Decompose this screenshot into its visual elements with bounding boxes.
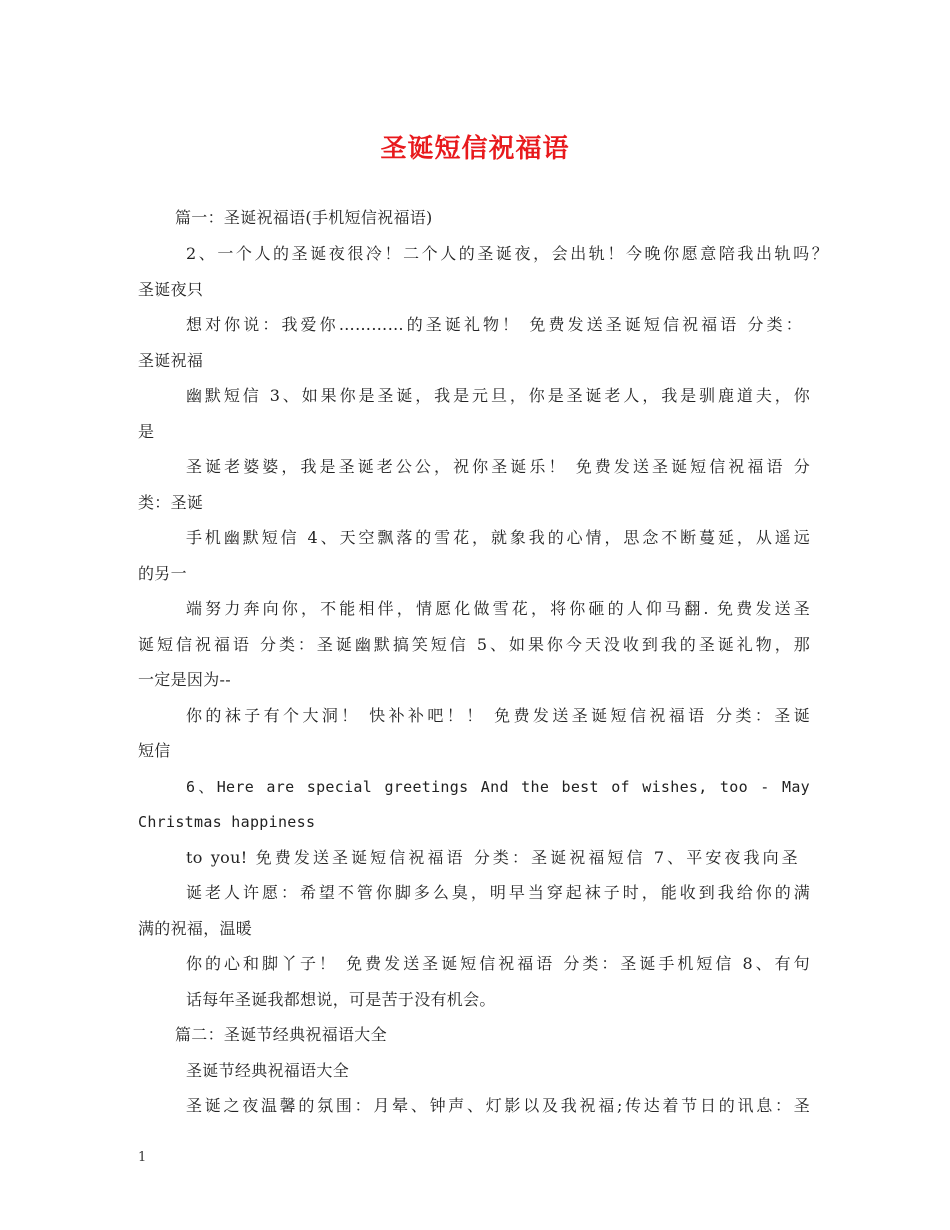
document-title: 圣诞短信祝福语: [380, 134, 570, 164]
text-line: 你的袜子有个大洞！ 快补补吧！！ 免费发送圣诞短信祝福语 分类：圣诞: [186, 706, 810, 725]
text-line: to you! 免费发送圣诞短信祝福语 分类：圣诞祝福短信 7、平安夜我向圣: [186, 848, 798, 867]
text-line: 一定是因为--: [138, 670, 231, 689]
text-line: 诞短信祝福语 分类：圣诞幽默搞笑短信 5、如果你今天没收到我的圣诞礼物，那: [138, 635, 810, 654]
text-line: 的另一: [138, 564, 187, 583]
text-line: 是: [138, 422, 155, 441]
text-line: 满的祝福，温暖: [138, 919, 253, 938]
text-line: 圣诞祝福: [138, 351, 204, 370]
page-number: 1: [138, 1150, 147, 1165]
text-line: 6、Here are special greetings And the best of wishes, too - May: [186, 778, 810, 796]
text-line: 2、一个人的圣诞夜很冷！二个人的圣诞夜，会出轨！今晚你愿意陪我出轨吗？: [186, 244, 828, 263]
text-line: Christmas happiness: [138, 813, 316, 831]
section-heading-1: 篇一：圣诞祝福语(手机短信祝福语): [175, 208, 433, 227]
text-line: 短信: [138, 741, 171, 760]
text-line: 圣诞夜只: [138, 280, 204, 299]
text-line: 类：圣诞: [138, 493, 204, 512]
text-line: 手机幽默短信 4、天空飘落的雪花，就象我的心情，思念不断蔓延，从遥远: [186, 528, 810, 547]
text-line: 话每年圣诞我都想说，可是苦于没有机会。: [186, 990, 496, 1009]
text-line: 圣诞之夜温馨的氛围：月晕、钟声、灯影以及我祝福;传达着节日的讯息：圣: [186, 1096, 810, 1115]
text-line: 你的心和脚丫子！ 免费发送圣诞短信祝福语 分类：圣诞手机短信 8、有句: [186, 954, 810, 973]
text-line: 诞老人许愿：希望不管你脚多么臭，明早当穿起袜子时，能收到我给你的满: [186, 883, 810, 902]
text-line: 圣诞节经典祝福语大全: [186, 1061, 350, 1080]
text-line: 圣诞老婆婆，我是圣诞老公公，祝你圣诞乐！ 免费发送圣诞短信祝福语 分: [186, 457, 810, 476]
section-heading-2: 篇二：圣诞节经典祝福语大全: [175, 1025, 387, 1044]
text-line: 想对你说：我爱你…………的圣诞礼物！ 免费发送圣诞短信祝福语 分类：: [186, 315, 802, 334]
text-line: 端努力奔向你，不能相伴，情愿化做雪花，将你砸的人仰马翻. 免费发送圣: [186, 599, 810, 618]
text-line: 幽默短信 3、如果你是圣诞，我是元旦，你是圣诞老人，我是驯鹿道夫，你: [186, 386, 810, 405]
